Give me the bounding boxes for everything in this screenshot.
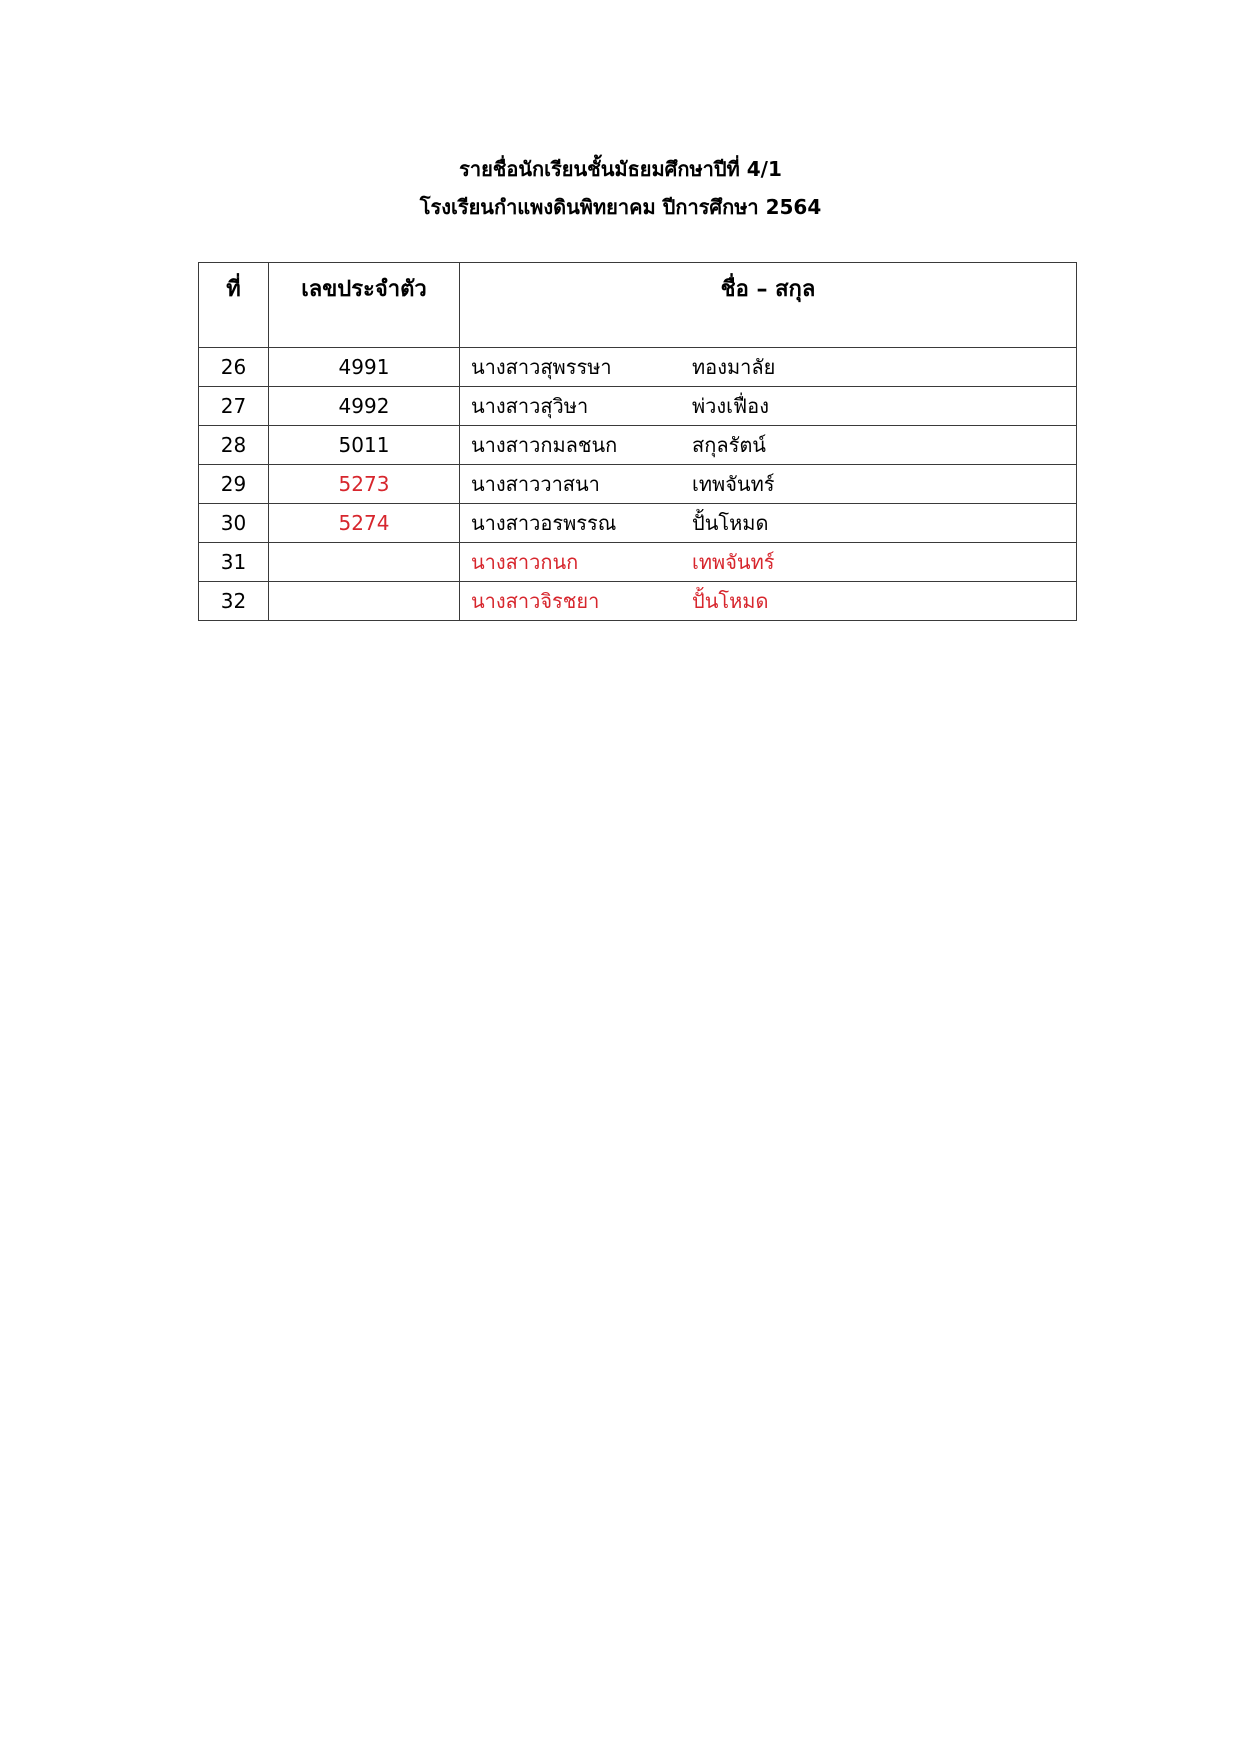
table-body [199, 348, 1077, 621]
column-header-no: ที่ [199, 263, 269, 348]
row-last-name: เทพจันทร์ [692, 472, 775, 496]
row-name-cell [460, 426, 1077, 465]
page-subtitle: โรงเรียนกำแพงดินพิทยาคม ปีการศึกษา 2564 [419, 195, 822, 219]
document-header [0, 150, 1241, 226]
row-name-cell [460, 504, 1077, 543]
column-header-student-id: เลขประจำตัว [269, 263, 460, 348]
row-no: 27 [199, 387, 269, 426]
table-row [199, 543, 1077, 582]
row-no: 28 [199, 426, 269, 465]
row-first-name: นางสาวสุพรรษา [471, 355, 612, 379]
row-student-id: 5011 [269, 426, 460, 465]
row-first-name: นางสาวกมลชนก [471, 433, 618, 457]
row-first-name: นางสาวกนก [471, 550, 579, 574]
row-last-name: พ่วงเฟื่อง [692, 394, 769, 418]
table-row [199, 465, 1077, 504]
table-row [199, 504, 1077, 543]
row-student-id [269, 543, 460, 582]
table-row [199, 582, 1077, 621]
row-last-name: ปั้นโหมด [692, 589, 769, 613]
row-last-name: ทองมาลัย [692, 355, 776, 379]
row-student-id: 5273 [269, 465, 460, 504]
row-last-name: เทพจันทร์ [692, 550, 775, 574]
table-row [199, 387, 1077, 426]
row-student-id: 5274 [269, 504, 460, 543]
column-header-name: ชื่อ – สกุล [460, 263, 1077, 348]
row-first-name: นางสาววาสนา [471, 472, 600, 496]
row-no: 30 [199, 504, 269, 543]
table-row [199, 348, 1077, 387]
row-name-cell [460, 348, 1077, 387]
table-row [199, 426, 1077, 465]
row-name-cell [460, 387, 1077, 426]
row-first-name: นางสาวจิรชยา [471, 589, 600, 613]
row-no: 32 [199, 582, 269, 621]
page-title: รายชื่อนักเรียนชั้นมัธยมศึกษาปีที่ 4/1 [459, 157, 782, 181]
row-last-name: สกุลรัตน์ [692, 433, 766, 457]
row-first-name: นางสาวสุวิษา [471, 394, 589, 418]
row-name-cell [460, 582, 1077, 621]
table-header-row [199, 263, 1077, 348]
row-no: 26 [199, 348, 269, 387]
row-no: 29 [199, 465, 269, 504]
student-roster-table [198, 262, 1077, 621]
row-name-cell [460, 543, 1077, 582]
row-student-id: 4992 [269, 387, 460, 426]
row-name-cell [460, 465, 1077, 504]
row-student-id: 4991 [269, 348, 460, 387]
row-student-id [269, 582, 460, 621]
row-no: 31 [199, 543, 269, 582]
row-last-name: ปั้นโหมด [692, 511, 769, 535]
row-first-name: นางสาวอรพรรณ [471, 511, 617, 535]
